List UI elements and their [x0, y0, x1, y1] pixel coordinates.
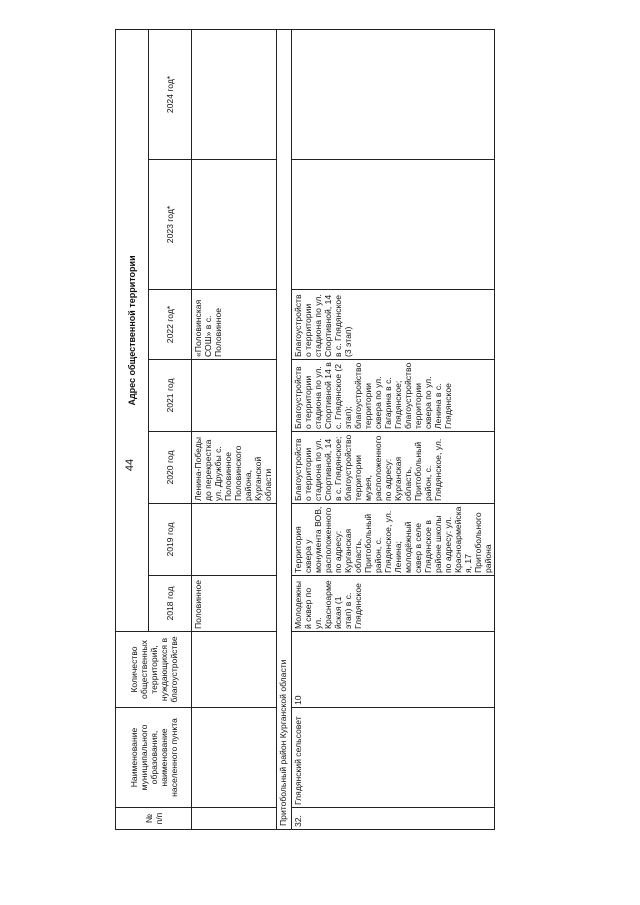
header-num: № п/п: [116, 808, 192, 830]
table-row-previous: [192, 29, 277, 829]
cell-2021: Благоустройство территории стадиона по ул. Спортивной 14 в с. Глядянское (2 этап); благоустройство территории сквера по ул. Гагарина в с. Глядянское; благоустройство территории сквера по ул. Ленина в с. Глядянское: [292, 360, 495, 432]
header-address-group: Адрес общественной территории: [116, 29, 149, 631]
cell-2018: Половинное: [192, 576, 277, 632]
header-2024: 2024 год*: [149, 29, 192, 159]
cell-municipality: [192, 708, 277, 808]
header-municipality: Наименование муниципального образования, наименование населенного пункта: [116, 708, 192, 808]
cell-2021: [192, 360, 277, 432]
region-label: Притобольный район Курганской области: [277, 29, 292, 829]
cell-2022: Благоустройство территории стадиона по ул. Спортивной, 14 в с. Глядянское (3 этап): [292, 290, 495, 360]
cell-2024: [192, 29, 277, 159]
header-count: Количество общественных территорий, нуждающихся в благоустройстве: [116, 632, 192, 708]
cell-2022: «Половинская СОШ» в с. Половинное: [192, 290, 277, 360]
header-2019: 2019 год: [149, 504, 192, 576]
cell-municipality: Глядянский сельсовет: [292, 708, 495, 808]
cell-2023: [192, 160, 277, 290]
cell-count: 10: [292, 632, 495, 708]
cell-2024: [292, 29, 495, 159]
cell-2020: Ленина-Победы до перекрестка ул. Дружбы с. Половинное Половинского района, Курганской области: [192, 432, 277, 504]
cell-num: 32.: [292, 808, 495, 830]
cell-count: [192, 632, 277, 708]
header-2023: 2023 год*: [149, 160, 192, 290]
header-2022: 2022 год*: [149, 290, 192, 360]
cell-2019: [192, 504, 277, 576]
table-row: [292, 29, 495, 829]
header-row-1: [116, 29, 149, 829]
header-2018: 2018 год: [149, 576, 192, 632]
cell-2018: Молодежный сквер по ул. Красноармейская (1 этап) в с. Глядянское: [292, 576, 495, 632]
cell-2023: [292, 160, 495, 290]
header-2021: 2021 год: [149, 360, 192, 432]
cell-num: [192, 808, 277, 830]
rotated-table-sheet: [115, 30, 615, 830]
region-row: [277, 29, 292, 829]
page-number: 44: [124, 458, 136, 472]
territories-table: [115, 29, 495, 830]
cell-2019: Территория сквера у монумента ВОВ, расположенного по адресу: Курганская область, Притобольный район, с. Глядянское, ул. Ленина; молодёжный сквер в селе Глядянское в районе школы по адресу: ул. Красноармейская, 17 Притобольного района: [292, 504, 495, 576]
header-2020: 2020 год: [149, 432, 192, 504]
cell-2020: Благоустройство территории стадиона по ул. Спортивной, 14 в с. Глядянское; благоустройство территории музея, расположенного по адресу: Курганская область, Притобольный район, с. Глядянское, ул.: [292, 432, 495, 504]
